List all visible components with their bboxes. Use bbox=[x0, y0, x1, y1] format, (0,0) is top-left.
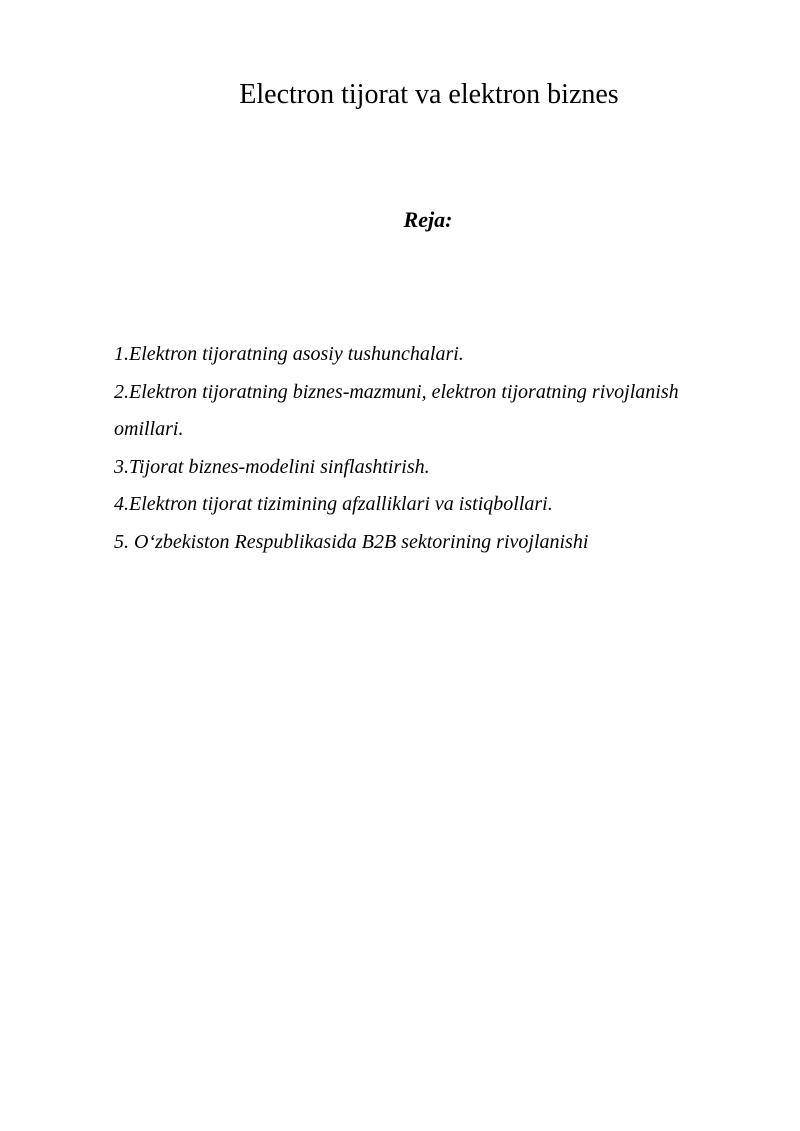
plan-item-3: 3.Tijorat biznes-modelini sinflashtirish. bbox=[114, 455, 430, 478]
plan-item-4: 4.Elektron tijorat tizimining afzalliklari va istiqbollari. bbox=[114, 493, 553, 515]
plan-item-2: 2.Elektron tijoratning biznes-mazmuni, elektron tijoratning rivojlanish omillari. bbox=[114, 380, 679, 440]
plan-list bbox=[114, 336, 734, 561]
plan-heading: Reja: bbox=[403, 207, 453, 232]
plan-item-5: 5. O‘zbekiston Respublikasida B2B sektorining rivojlanishi bbox=[114, 530, 589, 553]
plan-item-1: 1.Elektron tijoratning asosiy tushunchalari. bbox=[114, 343, 464, 365]
document-title: Electron tijorat va elektron biznes bbox=[239, 79, 619, 110]
